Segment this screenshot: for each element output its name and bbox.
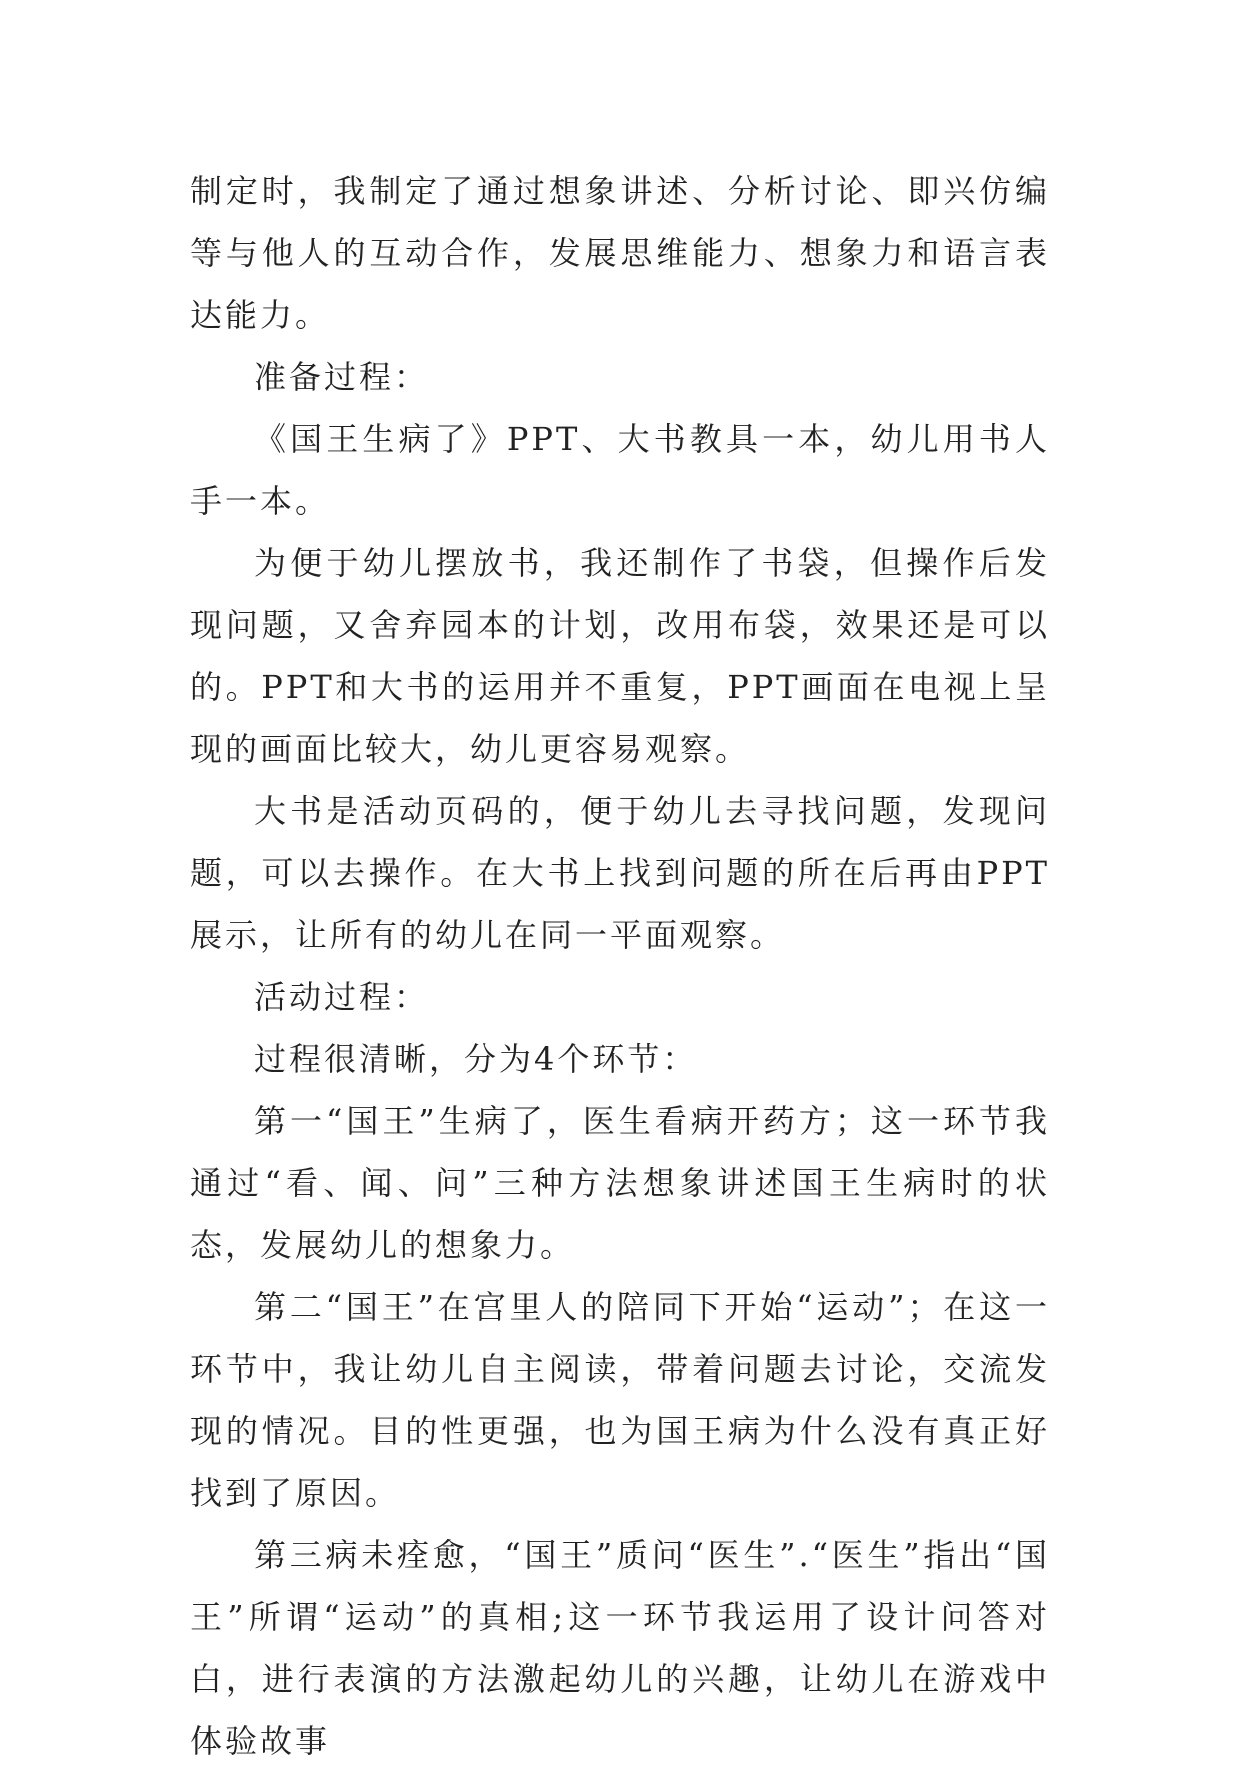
paragraph-materials: 《国王生病了》PPT、大书教具一本，幼儿用书人手一本。 — [190, 420, 1050, 520]
paragraph-big-book: 大书是活动页码的，便于幼儿去寻找问题，发现问题，可以去操作。在大书上找到问题的所在后再由PPT展示，让所有的幼儿在同一平面观察。 — [190, 792, 1050, 954]
heading-activity-process: 活动过程： — [254, 978, 430, 1016]
paragraph-stage-three: 第三病未痊愈，“国王”质问“医生”.“医生”指出“国王”所谓“运动”的真相;这一环节我运用了设计问答对白，进行表演的方法激起幼儿的兴趣，让幼儿在游戏中体验故事 — [190, 1536, 1050, 1760]
paragraph-stage-one: 第一“国王”生病了，医生看病开药方；这一环节我通过“看、闻、问”三种方法想象讲述国王生病时的状态，发展幼儿的想象力。 — [190, 1102, 1050, 1264]
paragraph-stage-two: 第二“国王”在宫里人的陪同下开始“运动”；在这一环节中，我让幼儿自主阅读，带着问题去讨论，交流发现的情况。目的性更强，也为国王病为什么没有真正好找到了原因。 — [190, 1288, 1050, 1512]
paragraph-goals: 制定时，我制定了通过想象讲述、分析讨论、即兴仿编等与他人的互动合作，发展思维能力、想象力和语言表达能力。 — [190, 172, 1050, 334]
paragraph-four-stages: 过程很清晰，分为4个环节： — [254, 1040, 698, 1078]
body-text — [190, 160, 1050, 1772]
paragraph-book-bag: 为便于幼儿摆放书，我还制作了书袋，但操作后发现问题，又舍弃园本的计划，改用布袋，效果还是可以的。PPT和大书的运用并不重复，PPT画面在电视上呈现的画面比较大，幼儿更容易观察。 — [190, 544, 1050, 768]
heading-preparation: 准备过程： — [254, 358, 430, 396]
